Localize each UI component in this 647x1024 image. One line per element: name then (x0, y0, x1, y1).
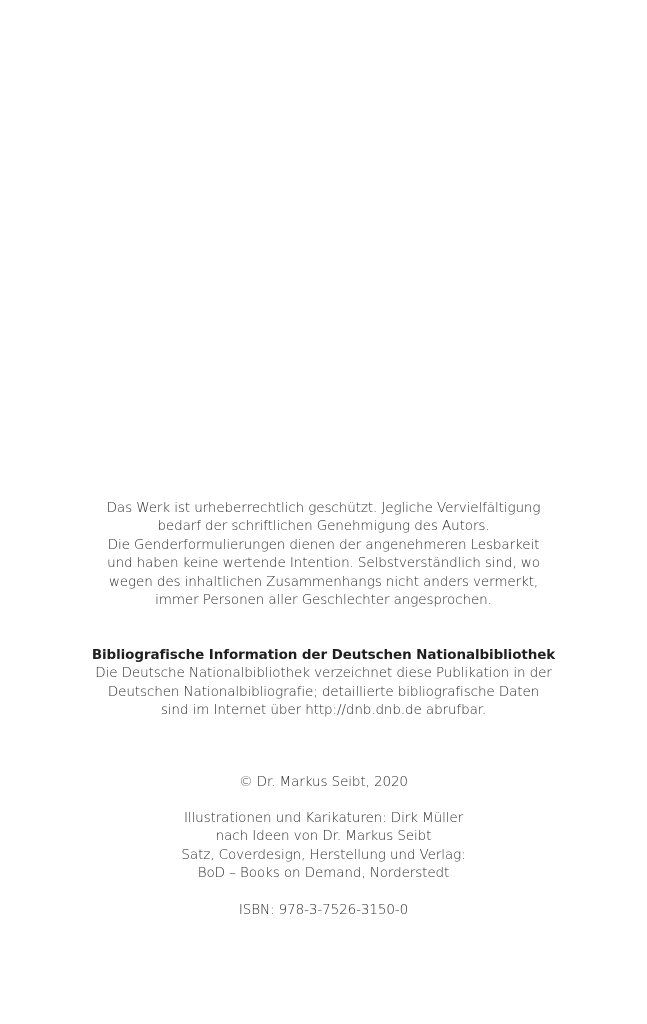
copyright-notice (0, 499, 647, 609)
credits-line: nach Ideen von Dr. Markus Seibt (215, 828, 432, 845)
isbn-text: ISBN: 978-3-7526-3150-0 (238, 902, 409, 918)
bibliographic-line: Deutschen Nationalbibliografie; detaillierte bibliografische Daten (107, 683, 540, 700)
copyright-holder-text: © Dr. Markus Seibt, 2020 (239, 774, 408, 790)
copyright-notice-line: Die Genderformulierungen dienen der angenehmeren Lesbarkeit (107, 536, 540, 553)
copyright-notice-line: bedarf der schriftlichen Genehmigung des Autors. (157, 518, 490, 535)
copyright-notice-line: Das Werk ist urheberrechtlich geschützt. Jegliche Vervielfältigung (106, 500, 541, 516)
isbn (0, 901, 647, 919)
credits-line: Illustrationen und Karikaturen: Dirk Müller (183, 810, 464, 826)
credits (0, 809, 647, 883)
copyright-holder (0, 773, 647, 791)
bibliographic-line: sind im Internet über http://dnb.dnb.de abrufbar. (160, 702, 487, 719)
credits-line: BoD – Books on Demand, Norderstedt (197, 865, 450, 882)
bibliographic-line: Die Deutsche Nationalbibliothek verzeichnet diese Publikation in der (95, 665, 552, 682)
credits-line: Satz, Coverdesign, Herstellung und Verlag: (181, 846, 466, 863)
bibliographic-information (0, 646, 647, 720)
copyright-notice-line: und haben keine wertende Intention. Selbstverständlich sind, wo (107, 555, 540, 572)
copyright-notice-line: wegen des inhaltlichen Zusammenhangs nicht anders vermerkt, (108, 573, 539, 590)
bibliographic-heading: Bibliografische Information der Deutschen Nationalbibliothek (91, 647, 556, 663)
copyright-notice-line: immer Personen aller Geschlechter angesprochen. (155, 592, 492, 609)
